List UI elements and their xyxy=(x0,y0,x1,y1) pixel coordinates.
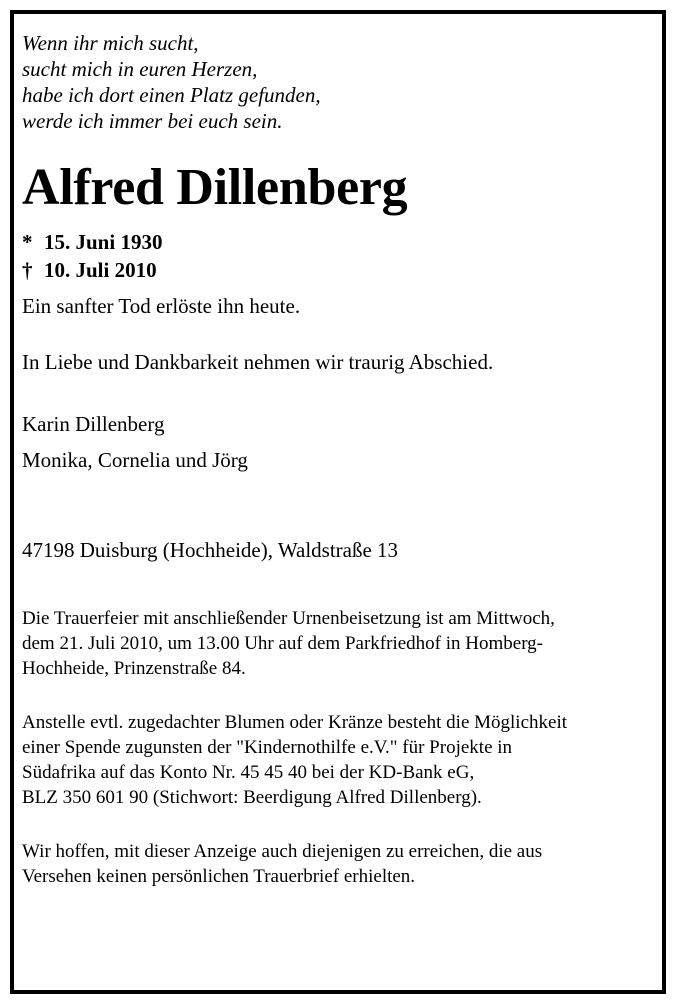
ceremony-line-1: Die Trauerfeier mit anschließender Urnenbeisetzung ist am Mittwoch, xyxy=(22,608,555,629)
donation-line-4: BLZ 350 601 90 (Stichwort: Beerdigung Alfred Dillenberg). xyxy=(22,787,482,808)
obituary-content xyxy=(22,30,632,889)
poem-line-3: habe ich dort einen Platz gefunden, xyxy=(22,83,321,107)
donation-line-3: Südafrika auf das Konto Nr. 45 45 40 bei der KD-Bank eG, xyxy=(22,762,475,783)
donation-info xyxy=(22,710,632,810)
ceremony-line-3: Hochheide, Prinzenstraße 84. xyxy=(22,658,246,679)
birth-row xyxy=(22,228,632,256)
poem-line-4: werde ich immer bei euch sein. xyxy=(22,109,283,133)
ceremony-info xyxy=(22,606,632,681)
closing-line-2: Versehen keinen persönlichen Trauerbrief erhielten. xyxy=(22,866,416,887)
death-row xyxy=(22,256,632,284)
mourners xyxy=(22,410,632,474)
birth-date: 15. Juni 1930 xyxy=(44,230,163,254)
donation-line-1: Anstelle evtl. zugedachter Blumen oder Kränze besteht die Möglichkeit xyxy=(22,712,568,733)
closing-note xyxy=(22,839,632,889)
death-symbol: † xyxy=(22,258,33,282)
birth-symbol: * xyxy=(22,230,33,254)
ceremony-line-2: dem 21. Juli 2010, um 13.00 Uhr auf dem Parkfriedhof in Homberg- xyxy=(22,633,544,654)
life-dates xyxy=(22,228,632,284)
poem xyxy=(22,30,632,134)
address: 47198 Duisburg (Hochheide), Waldstraße 13 xyxy=(22,538,399,562)
mourner-1: Karin Dillenberg xyxy=(22,412,165,436)
donation-line-2: einer Spende zugunsten der "Kindernothilfe e.V." für Projekte in xyxy=(22,737,513,758)
farewell: In Liebe und Dankbarkeit nehmen wir traurig Abschied. xyxy=(22,350,494,374)
deceased-name: Alfred Dillenberg xyxy=(22,159,408,216)
closing-line-1: Wir hoffen, mit dieser Anzeige auch diejenigen zu erreichen, die aus xyxy=(22,841,543,862)
death-date: 10. Juli 2010 xyxy=(44,258,157,282)
poem-line-2: sucht mich in euren Herzen, xyxy=(22,57,258,81)
poem-line-1: Wenn ihr mich sucht, xyxy=(22,31,199,55)
statement: Ein sanfter Tod erlöste ihn heute. xyxy=(22,294,301,318)
mourner-2: Monika, Cornelia und Jörg xyxy=(22,448,248,472)
